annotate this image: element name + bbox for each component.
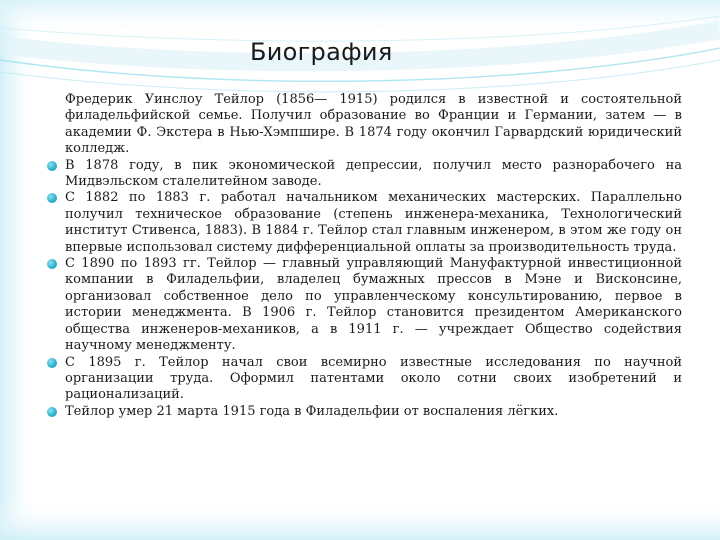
list-item: С 1882 по 1883 г. работал начальником механических мастерских. Параллельно получил техническое образование (степень инженера-механика, Технологический институт Стивенса, 1883). В 1884 г. Тейлор стал главным инженером, в этом же году он впервые использовал систему дифференциальной оплаты за производительность труда. bbox=[46, 190, 682, 256]
slide-title: Биография bbox=[250, 38, 393, 66]
biography-list bbox=[46, 92, 682, 420]
list-item: С 1890 по 1893 гг. Тейлор — главный управляющий Мануфактурной инвестиционной компании в Филадельфии, владелец бумажных прессов в Мэне и Висконсине, организовал собственное дело по управленческому консультированию, первое в истории менеджмента. В 1906 г. Тейлор становится президентом Американского общества инженеров-механиков, а в 1911 г. — учреждает Общество содействия научному менеджменту. bbox=[46, 256, 682, 354]
list-item: Тейлор умер 21 марта 1915 года в Филадельфии от воспаления лёгких. bbox=[46, 404, 682, 420]
top-edge-gradient bbox=[0, 0, 720, 36]
list-item: С 1895 г. Тейлор начал свои всемирно известные исследования по научной организации труда. Оформил патентами около сотни своих изобретений и рационализаций. bbox=[46, 355, 682, 404]
list-item: В 1878 году, в пик экономической депрессии, получил место разнорабочего на Мидвэльском сталелитейном заводе. bbox=[46, 158, 682, 191]
intro-paragraph: Фредерик Уинслоу Тейлор (1856— 1915) родился в известной и состоятельной филадельфийской семье. Получил образование во Франции и Германии, затем — в академии Ф. Экстера в Нью-Хэмпшире. В 1874 году окончил Гарвардский юридический колледж. bbox=[65, 92, 682, 157]
bottom-edge-gradient bbox=[0, 500, 720, 540]
left-edge-gradient bbox=[0, 0, 40, 540]
